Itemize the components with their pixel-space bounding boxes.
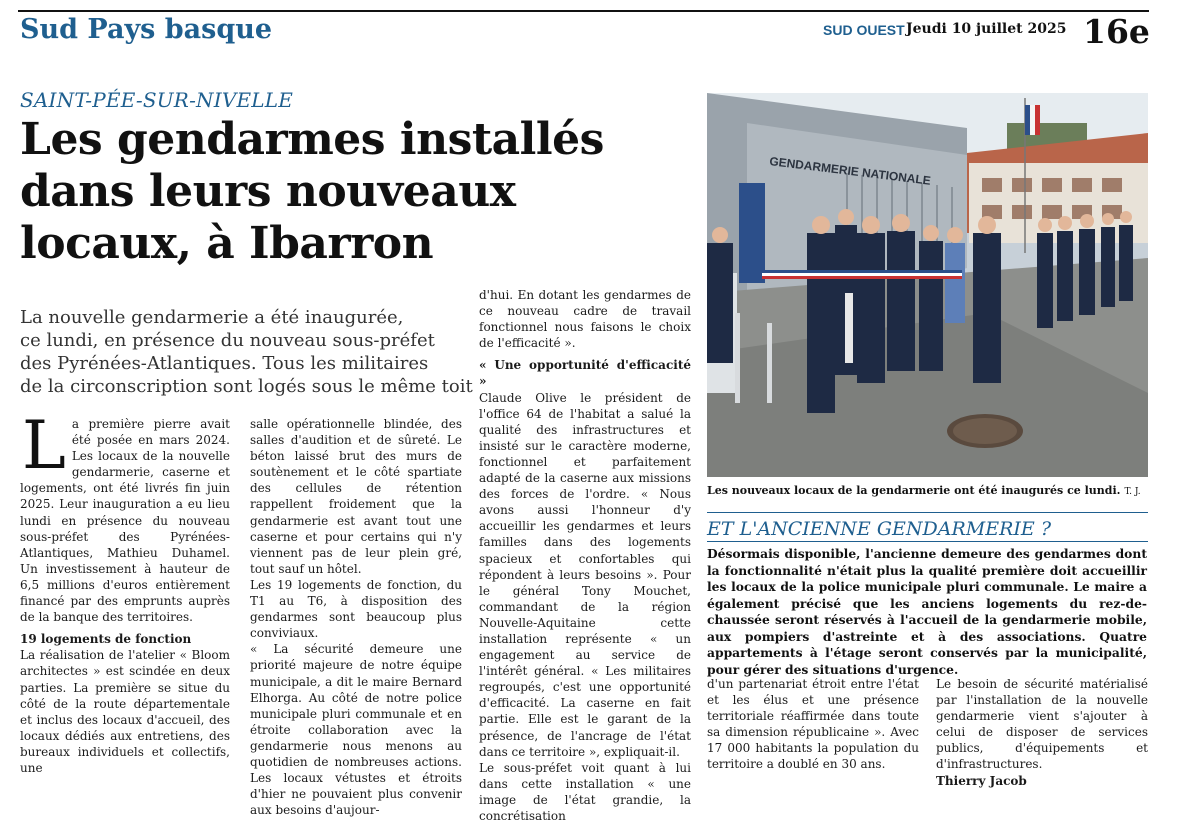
article-column-3 xyxy=(479,287,691,824)
paragraph: a première pierre avait été posée en mars 2024. Les locaux de la nouvelle gendarmerie, caserne et logements, ont été livrés fin juin 2025. Leur inauguration a eu lieu lundi en présence du nouveau sous-préfet des Pyrénées-Atlantiques, Mathieu Duhamel. Un investissement à hauteur de 6,5 millions d'euros entièrement financé par des emprunts auprès de la banque des territoires. xyxy=(20,417,230,625)
paragraph: La réalisation de l'atelier « Bloom architectes » est scindée en deux parties. La première se situe du côté de la route départementale et inclus des locaux d'accueil, des locaux dédiés aux entretiens, des bureaux individuels et collectifs, une xyxy=(20,648,230,775)
article-column-2 xyxy=(250,416,462,818)
paragraph: d'un partenariat étroit entre l'état et les élus et une présence territoriale réaffirmée dans toute sa dimension républicaine ». Avec 17 000 habitants la population du territoire a doublé en 30 ans. xyxy=(707,677,919,772)
article-headline xyxy=(20,114,700,270)
box-title-rule xyxy=(707,541,1148,542)
headline-line: dans leurs nouveaux xyxy=(20,166,516,217)
newspaper-brand: SUD OUEST xyxy=(823,22,905,38)
paragraph: Les 19 logements de fonction, du T1 au T6, à disposition des gendarmes sont beaucoup plus conviviaux. xyxy=(250,577,462,641)
paragraph: Le sous-préfet voit quant à lui dans cette installation « une image de l'état grandie, la concrétisation xyxy=(479,760,691,823)
paragraph: Claude Olive le président de l'office 64 de l'habitat a salué la qualité des infrastructures et insisté sur le caractère moderne, fonctionnel et parfaitement adapté de la caserne aux missions des forces de l'ordre. « Nous avons aussi l'honneur d'y accueillir les gendarmes et leurs familles dans des logements spacieux et confortables qui répondent à leurs besoins ». Pour le général Tony Mouchet, commandant de la région Nouvelle-Aquitaine cette installation représente « un engagement au service de l'intérêt général. « Les militaires regroupés, c'est une opportunité d'efficacité. La caserne en fait partie. Elle est le garant de la présence, de l'ancrage de l'état dans ce territoire », expliquait-il. xyxy=(479,390,691,759)
caption-text: Les nouveaux locaux de la gendarmerie ont été inaugurés ce lundi. xyxy=(707,484,1121,497)
author-signature: Thierry Jacob xyxy=(936,773,1027,788)
top-rule xyxy=(18,10,1149,12)
photo-credit: T. J. xyxy=(1124,487,1141,497)
article-kicker: SAINT-PÉE-SUR-NIVELLE xyxy=(20,88,294,112)
intertitle: « Une opportunité d'efficacité » xyxy=(479,358,691,389)
gendarmerie-sign: GENDARMERIE NATIONALE xyxy=(768,154,932,188)
paragraph: d'hui. En dotant les gendarmes de ce nouveau cadre de travail fonctionnel nous faisons le choix de l'efficacité ». xyxy=(479,288,691,351)
photo-caption xyxy=(707,484,1148,497)
article-photo xyxy=(707,93,1148,477)
lead-line: des Pyrénées-Atlantiques. Tous les militaires xyxy=(20,353,429,374)
box-title: ET L'ANCIENNE GENDARMERIE ? xyxy=(707,518,1052,540)
lead-line: ce lundi, en présence du nouveau sous-préfet xyxy=(20,330,435,351)
article-column-4 xyxy=(707,676,919,773)
paragraph: « La sécurité demeure une priorité majeure de notre équipe municipale, a dit le maire Bernard Elhorga. Au côté de notre police municipale pluri communale et en étroite collaboration avec la gendarmerie nous menons au quotidien de nombreuses actions. Les locaux vétustes et étroits d'hier ne pouvaient plus convenir aux besoins d'aujour- xyxy=(250,642,462,818)
paragraph: salle opérationnelle blindée, des salles d'audition et de sûreté. Le béton laissé brut des murs de soutènement et le côté spartiate des cellules de rétention rappellent froidement que la gendarmerie est avant tout une caserne et pour certains qui n'y viennent pas de leur plein gré, tout sauf un hôtel. xyxy=(250,417,462,576)
box-text: Désormais disponible, l'ancienne demeure des gendarmes dont la fonctionnalité n'était plus la qualité première doit accueillir les locaux de la police municipale pluri communale. Le maire a également précisé que les anciens logements du rez-de-chaussée seront réservés à l'accueil de la gendarmerie mobile, aux pompiers d'astreinte et à des associations. Quatre appartements à l'étage seront conservés par la municipalité, pour gérer des situations d'urgence. xyxy=(707,546,1147,677)
article-lead xyxy=(20,306,480,398)
headline-line: Les gendarmes installés xyxy=(20,114,604,165)
issue-date: Jeudi 10 juillet 2025 xyxy=(906,21,1067,37)
drop-cap: L xyxy=(22,407,66,484)
lead-line: La nouvelle gendarmerie a été inaugurée, xyxy=(20,307,404,328)
paragraph: Le besoin de sécurité matérialisé par l'installation de la nouvelle gendarmerie vient s'ajouter à celui de disposer de services publics, d'équipements et d'infrastructures. xyxy=(936,677,1148,772)
article-column-5 xyxy=(936,676,1148,789)
lead-line: de la circonscription sont logés sous le même toit xyxy=(20,376,473,397)
section-title: Sud Pays basque xyxy=(20,14,273,45)
page-number: 16e xyxy=(1083,12,1150,51)
article-column-1 xyxy=(20,407,230,776)
headline-line: locaux, à Ibarron xyxy=(20,218,434,269)
intertitle: 19 logements de fonction xyxy=(20,632,192,647)
box-top-rule xyxy=(707,512,1148,513)
photo-illustration xyxy=(707,93,1148,477)
